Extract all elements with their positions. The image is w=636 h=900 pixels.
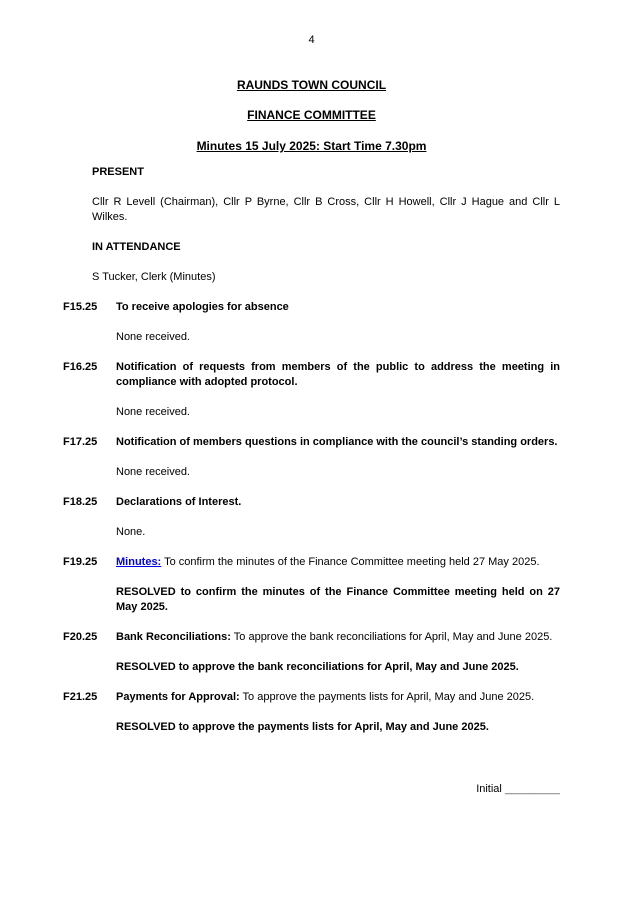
item-heading: Notification of requests from members of the public to address the meeting in compliance with adopted protocol.	[116, 361, 560, 388]
minute-item-f21	[63, 690, 560, 750]
item-content	[116, 555, 560, 630]
initial-label: Initial	[476, 783, 502, 795]
item-heading: Notification of members questions in compliance with the council’s standing orders.	[116, 436, 558, 448]
item-content	[116, 690, 560, 750]
minutes-hyperlink[interactable]: Minutes:	[116, 556, 162, 568]
item-heading	[116, 690, 560, 705]
item-heading: To receive apologies for absence	[116, 301, 289, 313]
item-resolution: RESOLVED to approve the payments lists for April, May and June 2025.	[116, 721, 489, 733]
item-content	[116, 495, 560, 555]
council-title: RAUNDS TOWN COUNCIL	[236, 78, 387, 92]
item-ref: F15.25	[63, 301, 98, 313]
present-names: Cllr R Levell (Chairman), Cllr P Byrne, Cllr B Cross, Cllr H Howell, Cllr J Hague and Cllr L Wilkes.	[92, 196, 560, 223]
minute-item-f16	[63, 360, 560, 435]
item-content	[116, 300, 560, 360]
item-heading-rest: To confirm the minutes of the Finance Committee meeting held 27 May 2025.	[164, 556, 540, 568]
item-content	[116, 630, 560, 690]
item-heading-rest: To approve the payments lists for April, May and June 2025.	[242, 691, 535, 703]
item-content	[116, 435, 560, 495]
attendance-section	[92, 165, 560, 285]
clerk-name: S Tucker, Clerk (Minutes)	[92, 271, 216, 283]
item-body: None received.	[116, 331, 190, 343]
item-ref: F16.25	[63, 361, 98, 373]
item-body: None.	[116, 526, 146, 538]
item-heading	[116, 630, 560, 645]
item-heading: Declarations of Interest.	[116, 496, 242, 508]
item-ref: F21.25	[63, 691, 98, 703]
item-ref: F18.25	[63, 496, 98, 508]
item-resolution: RESOLVED to approve the bank reconciliations for April, May and June 2025.	[116, 661, 519, 673]
item-content	[116, 360, 560, 435]
item-body: None received.	[116, 406, 190, 418]
item-ref: F19.25	[63, 556, 98, 568]
item-heading-lead: Payments for Approval:	[116, 691, 240, 703]
item-ref: F17.25	[63, 436, 98, 448]
item-heading	[116, 555, 560, 570]
minute-item-f15	[63, 300, 560, 360]
item-ref: F20.25	[63, 631, 98, 643]
item-heading-rest: To approve the bank reconciliations for April, May and June 2025.	[233, 631, 553, 643]
minute-item-f17	[63, 435, 560, 495]
page-number: 4	[308, 34, 315, 46]
item-heading-lead: Bank Reconciliations:	[116, 631, 231, 643]
minute-item-f19	[63, 555, 560, 630]
item-body: None received.	[116, 466, 190, 478]
present-heading: PRESENT	[92, 166, 144, 178]
in-attendance-heading: IN ATTENDANCE	[92, 241, 181, 253]
minute-item-f20	[63, 630, 560, 690]
item-resolution: RESOLVED to confirm the minutes of the Finance Committee meeting held on 27 May 2025.	[116, 586, 560, 613]
initial-footer	[63, 782, 560, 797]
initial-signature-line: _________	[504, 783, 560, 795]
minutes-title: Minutes 15 July 2025: Start Time 7.30pm	[196, 139, 427, 153]
committee-title: FINANCE COMMITTEE	[247, 108, 376, 122]
minute-item-f18	[63, 495, 560, 555]
